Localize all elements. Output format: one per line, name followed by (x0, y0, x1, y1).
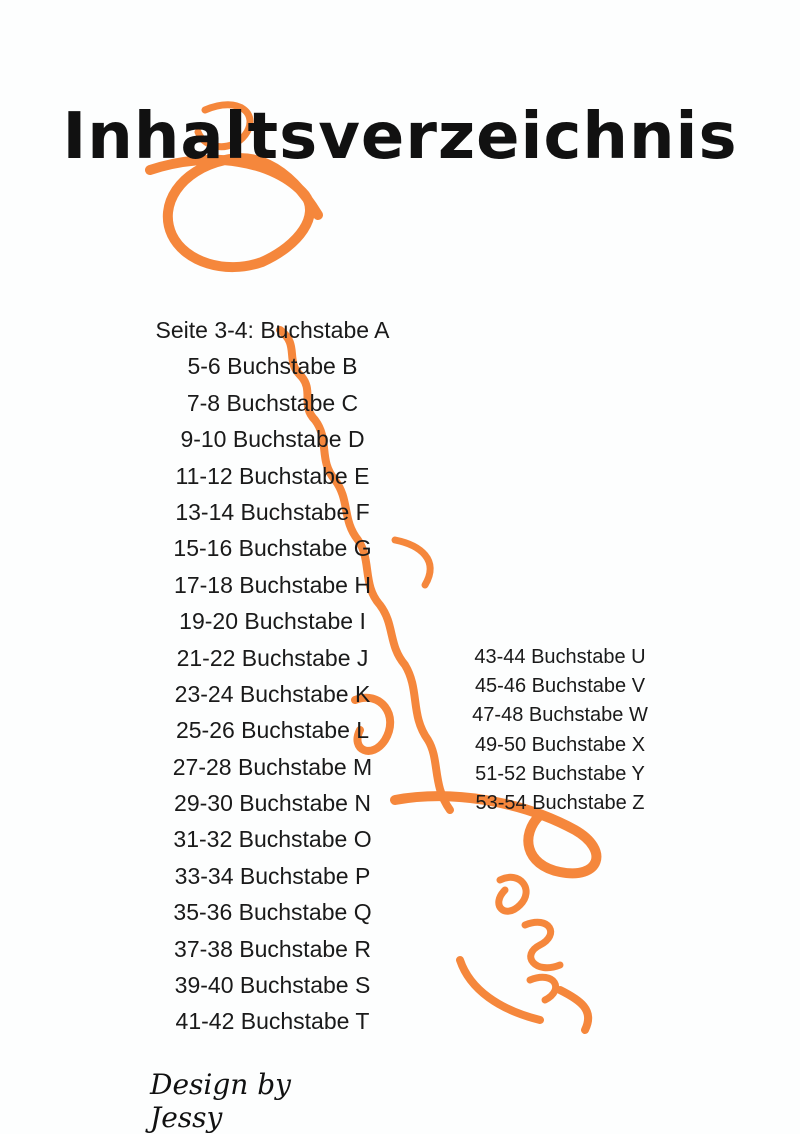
toc-right-column (440, 643, 680, 818)
toc-entry: 23-24 Buchstabe K (174, 680, 371, 707)
toc-entry: Seite 3-4: Buchstabe A (155, 317, 390, 343)
toc-entry: 39-40 Buchstabe S (174, 972, 371, 999)
toc-entry: 13-14 Buchstabe F (175, 498, 370, 525)
toc-entry: 31-32 Buchstabe O (173, 826, 372, 853)
toc-entry: 35-36 Buchstabe Q (173, 899, 372, 926)
toc-entry: 5-6 Buchstabe B (187, 353, 358, 380)
signature: Design by Jessy (150, 1068, 291, 1134)
toc-entry: 29-30 Buchstabe N (174, 790, 371, 817)
toc-entry: 47-48 Buchstabe W (472, 704, 648, 727)
page-title: Inhaltsverzeichnis (62, 100, 738, 174)
toc-entry: 15-16 Buchstabe G (173, 535, 372, 562)
toc-entry: 53-54 Buchstabe Z (475, 791, 645, 814)
toc-entry: 9-10 Buchstabe D (180, 426, 365, 453)
toc-entry: 21-22 Buchstabe J (176, 644, 369, 671)
toc-entry: 37-38 Buchstabe R (174, 935, 371, 962)
toc-entry: 49-50 Buchstabe X (474, 733, 646, 756)
toc-entry: 33-34 Buchstabe P (174, 862, 371, 889)
toc-entry: 45-46 Buchstabe V (474, 675, 646, 698)
toc-entry: 27-28 Buchstabe M (172, 753, 373, 780)
toc-entry: 25-26 Buchstabe L (175, 717, 370, 744)
toc-entry: 43-44 Buchstabe U (474, 646, 646, 668)
toc-entry: 41-42 Buchstabe T (175, 1008, 370, 1035)
toc-entry: 19-20 Buchstabe I (179, 608, 366, 635)
toc-entry: 11-12 Buchstabe E (175, 462, 370, 489)
toc-entry: 51-52 Buchstabe Y (475, 762, 645, 785)
toc-entry: 7-8 Buchstabe C (186, 389, 359, 416)
toc-entry: 17-18 Buchstabe H (174, 571, 371, 598)
toc-left-column (110, 312, 435, 1040)
